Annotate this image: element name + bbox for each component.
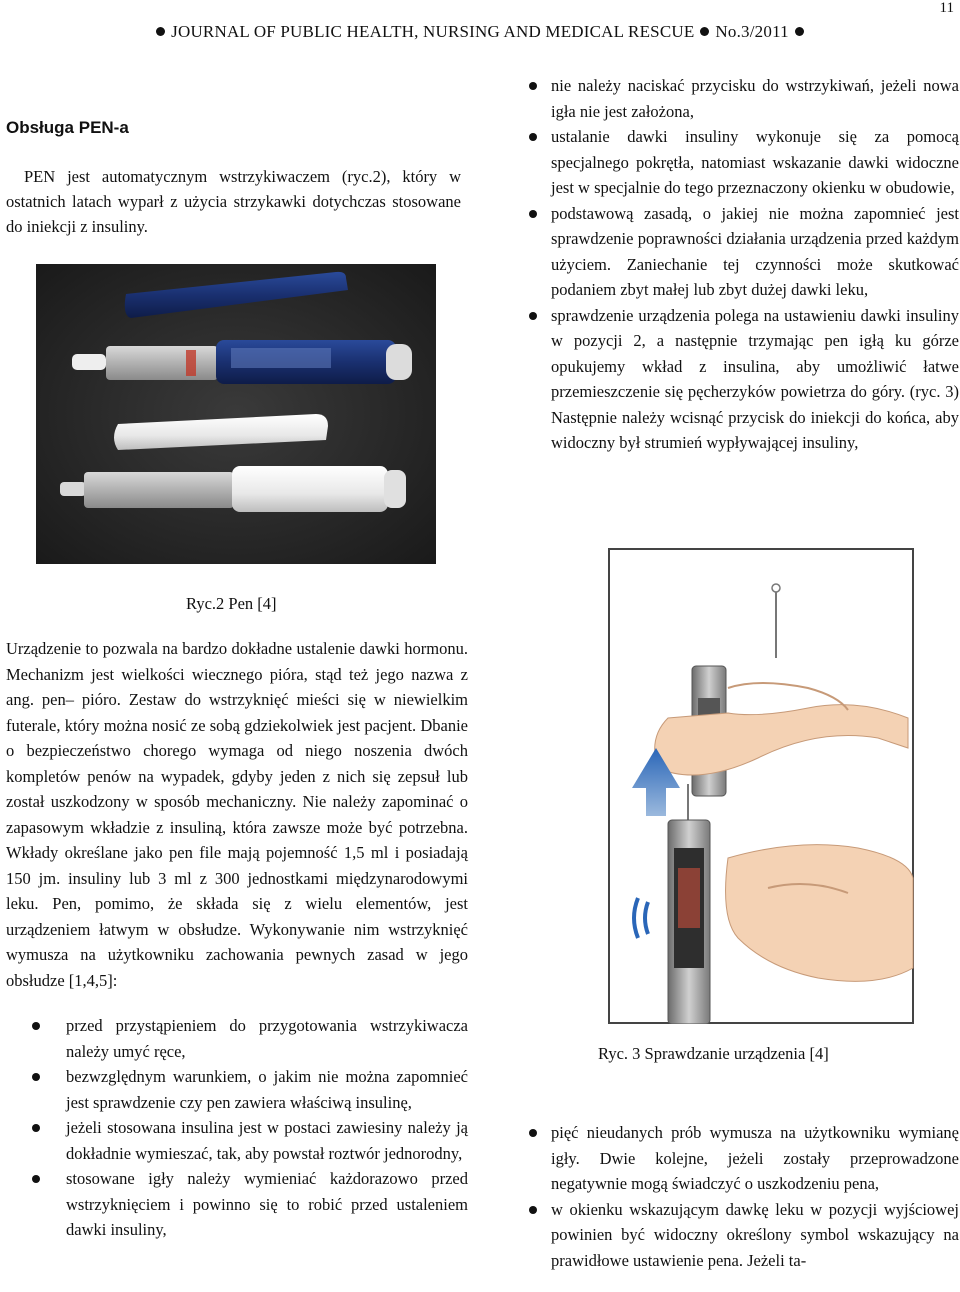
list-item: bezwzględnym warunkiem, o jakim nie można zapomnieć jest sprawdzenie czy pen zawiera właściwą insulinę, [28, 1064, 468, 1115]
list-item: w okienku wskazującym dawkę leku w pozycji wyjściowej powinien być widoczny określony symbol wskazujący na prawidłowe ustawienie pena. Jeżeli ta- [521, 1197, 959, 1274]
bullet-dot-icon [156, 27, 165, 36]
list-item: jeżeli stosowana insulina jest w postaci zawiesiny należy ją dokładnie wymieszać, tak, aby powstał roztwór jednorodny, [28, 1115, 468, 1166]
list-item: pięć nieudanych prób wymusza na użytkowniku wymianę igły. Dwie kolejne, jeżeli zostały przeprowadzone negatywnie mogą świadczyć o uszkodzeniu pena, [521, 1120, 959, 1197]
insulin-pens-photo [36, 264, 436, 564]
list-item: stosowane igły należy wymieniać każdorazowo przed wstrzyknięciem i powinno się to robić przed ustaleniem dawki insuliny, [28, 1166, 468, 1243]
section-title: Obsługa PEN-a [6, 118, 129, 137]
main-paragraph: Urządzenie to pozwala na bardzo dokładne ustalenie dawki hormonu. Mechanizm jest wielkości wiecznego pióra, stąd też jego nazwa z ang. pen– pióro. Zestaw do wstrzyknięć mieści się w niewielkim futerale, który można nosić ze sobą gdziekolwiek jest pacjent. Dbanie o bezpieczeństwo chorego wymaga od niego noszenia dwóch kompletów penów na wypadek, gdyby jeden z nich się zepsuł lub został uszkodzony w sposób mechaniczny. Nie należy zapominać o zapasowym wkładzie z insuliną, która zawsze może być potrzebna. Wkłady określane jako pen file mają pojemność 1,5 ml i posiadają 150 jm. insuliny lub 3 ml z 300 jednostkami międzynarodowymi leku. Pen, pomimo, że składa się z wielu elementów, jest urządzeniem łatwym w obsłudze. Wykonywanie nim wstrzyknięć wymusza na użytkowniku zachowania pewnych zasad w jego obsłudze [1,4,5]: [6, 639, 468, 990]
intro-paragraph: PEN jest automatycznym wstrzykiwaczem (ryc.2), który w ostatnich latach wyparł z użycia strzykawki dotychczas stosowane do iniekcji z insuliny. [6, 167, 461, 236]
list-item: nie należy naciskać przycisku do wstrzykiwań, jeżeli nowa igła nie jest założona, [521, 73, 959, 124]
fig2-caption: Ryc.2 Pen [4] [186, 594, 277, 613]
device-check-illustration [608, 548, 914, 1024]
bullet-dot-icon [700, 27, 709, 36]
page-number: 11 [939, 0, 954, 16]
journal-issue: No.3/2011 [715, 22, 789, 41]
list-item: ustalanie dawki insuliny wykonuje się za pomocą specjalnego pokrętła, natomiast wskazanie dawki widoczne jest w specjalnie do tego przeznaczony okienku w obudowie, [521, 124, 959, 201]
journal-title: JOURNAL OF PUBLIC HEALTH, NURSING AND MEDICAL RESCUE [171, 22, 695, 41]
left-bullet-list [28, 1013, 468, 1243]
right-bullet-list-bottom [521, 1120, 959, 1273]
journal-header [0, 22, 960, 42]
bullet-dot-icon [795, 27, 804, 36]
list-item: podstawową zasadą, o jakiej nie można zapomnieć jest sprawdzenie poprawności działania urządzenia przed każdym użyciem. Zaniechanie tej czynności może skutkować podaniem zbyt małej lub zbyt dużej dawki leku, [521, 201, 959, 303]
right-bullet-list-top [521, 73, 959, 456]
list-item: przed przystąpieniem do przygotowania wstrzykiwacza należy umyć ręce, [28, 1013, 468, 1064]
fig3-caption: Ryc. 3 Sprawdzanie urządzenia [4] [598, 1044, 829, 1063]
list-item: sprawdzenie urządzenia polega na ustawieniu dawki insuliny w pozycji 2, a następnie trzymając pen igłą ku górze opukujemy wkład z insulina, aby umożliwić łatwe przemieszczenie się pęcherzyków powietrza do góry. (ryc. 3) Następnie należy wcisnąć przycisk do iniekcji do końca, aby widoczny był strumień wypływającej insuliny, [521, 303, 959, 456]
